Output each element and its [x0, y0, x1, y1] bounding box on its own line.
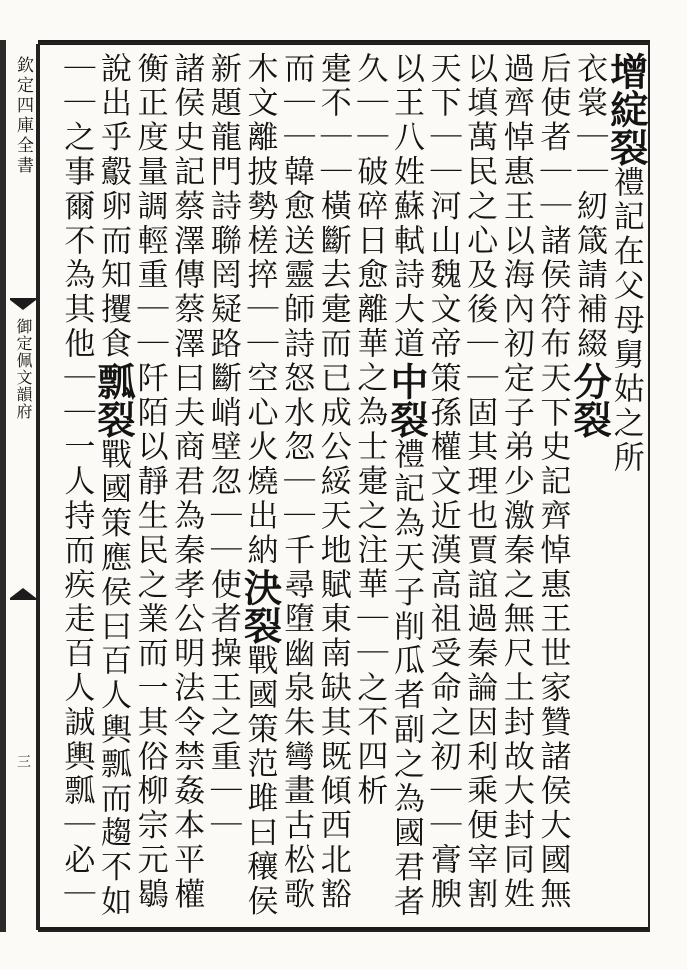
text-segment: 華之為士疐之注華｜｜之不四析 [351, 327, 388, 809]
headword: 裂 [603, 128, 649, 166]
fish-tail-mark-top [10, 298, 36, 312]
text-column [58, 52, 95, 918]
text-column [90, 52, 136, 920]
text-column [237, 52, 283, 920]
text-segment: 禮記為天子削瓜者副之為國君者 [387, 437, 424, 920]
text-columns [58, 52, 649, 920]
text-column [603, 52, 649, 918]
text-column [461, 52, 498, 918]
text-segment: 諸侯史記蔡澤傳蔡澤曰夫商君為秦孝公明法令禁姦本平權 [168, 52, 205, 912]
headword: 綻 [603, 90, 649, 128]
text-segment: 衣裳｜｜紉箴請補綴 [571, 52, 608, 362]
text-segment: 戰國策范雎曰穰侯 [241, 644, 278, 920]
text-column [314, 52, 351, 918]
headword: 中裂 [383, 361, 429, 438]
text-segment: 木文離披勢槎捽｜｜空心火燒出納 [241, 52, 278, 568]
text-segment: 戰國策應侯曰百人輿瓢而趨不如 [94, 437, 131, 920]
text-segment: 衡正度量調輕重｜｜阡陌以靜生民之業而一其俗柳宗元鶡 [131, 52, 168, 912]
text-segment: 使者操王之重｜｜ [204, 568, 241, 844]
headword: 瓢裂 [90, 361, 136, 438]
text-segment: 天下｜｜河山魏文帝策孫權文近漢高祖受命之初｜｜膏腴 [424, 52, 461, 912]
text-segment: ｜｜之事爾不為其他｜｜一人持而疾走百人誠輿瓢｜必｜ [58, 52, 95, 912]
page-number: 三 [15, 754, 31, 771]
text-column [278, 52, 315, 918]
text-segment: 疐不｜｜橫斷去疐而已成公綏天地賦東南缺其既傾西北豁 [314, 52, 351, 912]
text-segment: 后使者｜｜諸侯符布天下史記齊悼惠王世家贊諸侯大國無 [534, 52, 571, 912]
text-column [351, 52, 388, 918]
text-segment: 以填萬民之心及後｜｜固其理也賈誼過秦論因利乘便宰割 [461, 52, 498, 912]
text-segment: 說出乎鷇卵而知攫食 [94, 52, 131, 362]
headword: 增 [603, 52, 649, 90]
headword: 分裂 [567, 361, 613, 438]
text-segment: 而｜｜韓愈送靈師詩怒水忽｜｜千尋墮幽泉朱彎畫古松歌 [278, 52, 315, 912]
headword: 決裂 [237, 568, 283, 644]
text-segment: 久｜｜破碎日愈離 [351, 52, 388, 328]
volume-title: 御定佩文韻府 [14, 318, 33, 420]
scan-edge-shadow [0, 40, 6, 932]
text-column [567, 52, 613, 918]
text-column [383, 52, 429, 920]
margin-rule [36, 44, 38, 930]
fish-tail-mark-bottom [10, 586, 36, 600]
text-column [205, 52, 242, 918]
text-column [168, 52, 205, 918]
text-column [424, 52, 461, 918]
text-column [534, 52, 571, 918]
text-segment: 新題龍門詩聯罔疑路斷峭壁忽｜｜ [204, 52, 241, 568]
text-segment: 過齊悼惠王以海內初定子弟少激秦之無尺土封故大封同姓 [497, 52, 534, 912]
text-segment: 以王八姓蘇軾詩大道 [387, 52, 424, 362]
text-column [131, 52, 168, 918]
book-title: 欽定四庫全書 [13, 56, 33, 176]
text-column [498, 52, 535, 918]
text-segment: 禮記在父母舅姑之所 [607, 166, 644, 476]
